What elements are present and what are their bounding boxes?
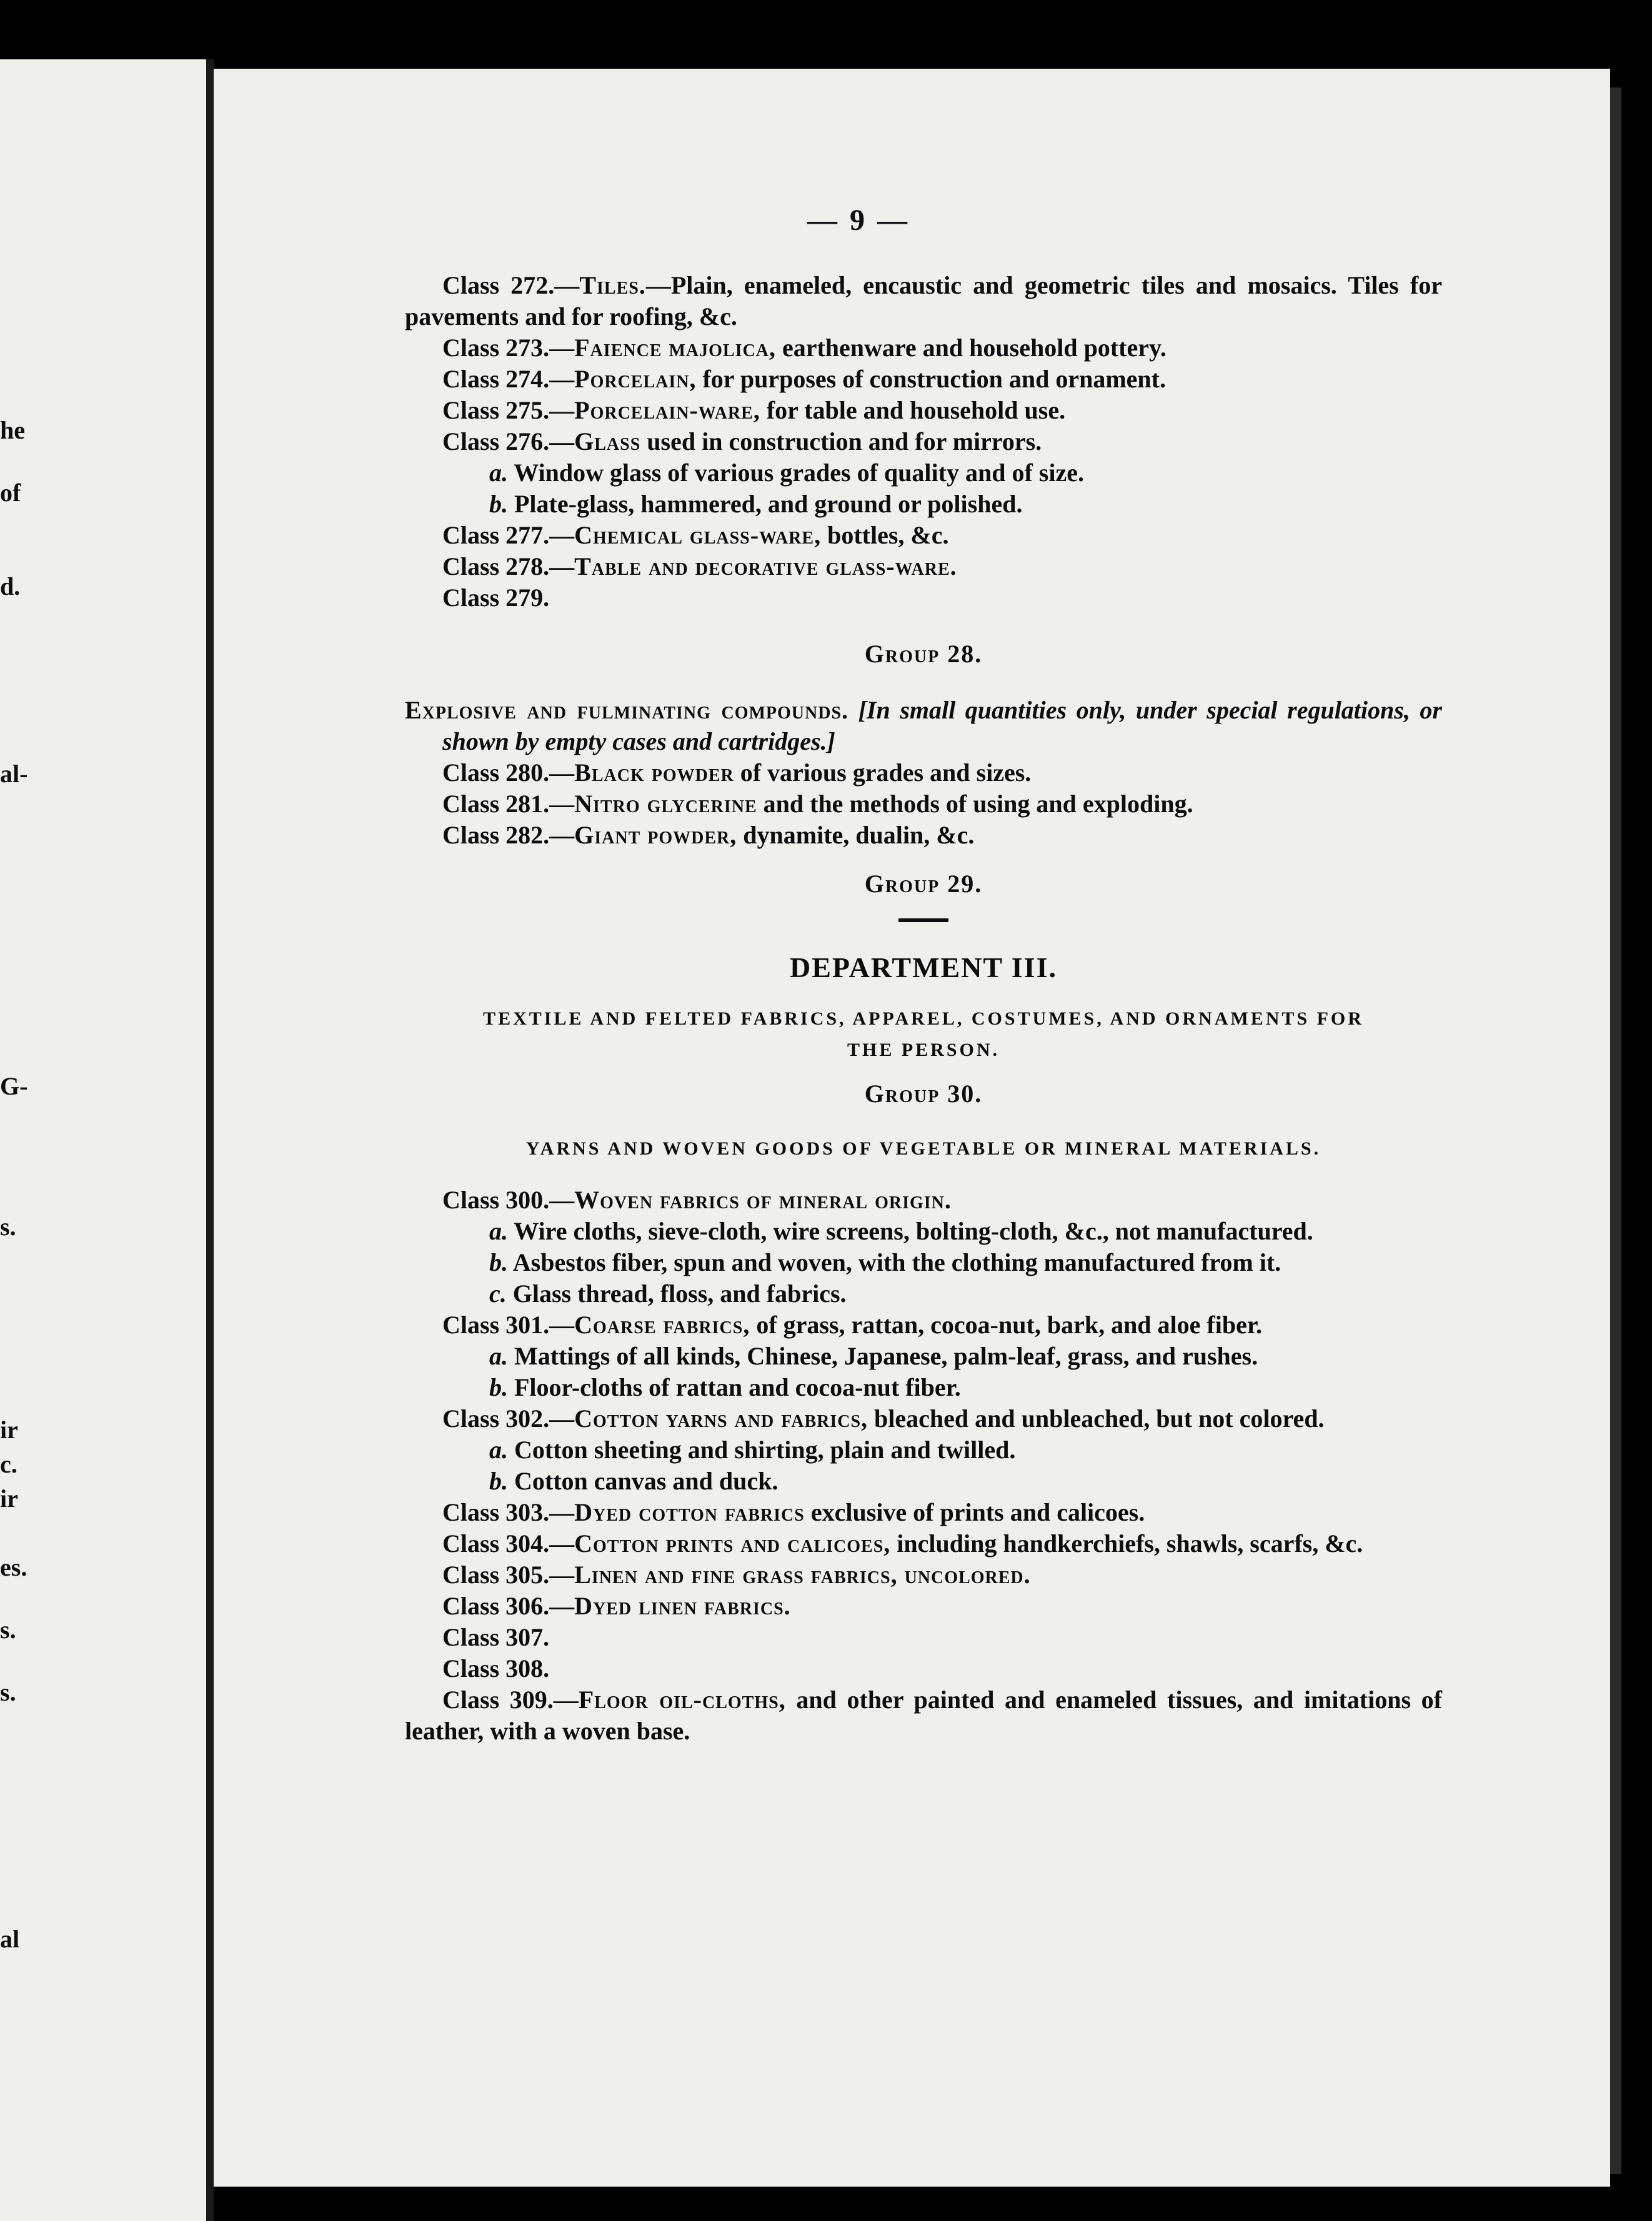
subitem-text: Cotton canvas and duck. — [508, 1467, 779, 1495]
subitem-text: Mattings of all kinds, Chinese, Japanese, palm-leaf, grass, and rushes. — [508, 1342, 1258, 1370]
class-label: Class 282.— — [442, 821, 575, 849]
class-heading: Tiles. — [579, 271, 646, 299]
class-heading: Chemical glass-ware, — [574, 521, 822, 549]
class-description: for table and household use. — [760, 396, 1066, 424]
class-label: Class 309.— — [442, 1686, 579, 1714]
class-label: Class 305.— — [442, 1561, 575, 1589]
facing-page-fragment: G- — [0, 1072, 28, 1100]
class-entry — [405, 364, 1442, 395]
group-heading: Group 30. — [864, 1080, 983, 1108]
subitem-text: Asbestos fiber, spun and woven, with the clothing manufactured from it. — [508, 1248, 1281, 1276]
class-subitem — [405, 1434, 1442, 1466]
class-heading: Giant powder, — [574, 821, 737, 849]
class-label: Class 272.— — [442, 271, 580, 299]
facing-page-fragment: c. — [0, 1450, 17, 1478]
facing-page-fragment: s. — [0, 1616, 16, 1644]
class-description: and other painted and enameled tissues, and imitations of leather, with a woven base. — [405, 1686, 1443, 1745]
class-heading: Cotton yarns and fabrics, — [574, 1404, 868, 1433]
spacer — [405, 1165, 1442, 1185]
page-content — [405, 270, 1442, 1747]
class-description: dynamite, dualin, &c. — [737, 821, 975, 849]
class-label: Class 300.— — [442, 1186, 575, 1214]
class-description: used in construction and for mirrors. — [640, 427, 1042, 455]
class-description: for purposes of construction and ornament. — [696, 365, 1166, 393]
spacer — [405, 900, 1442, 918]
class-entry — [405, 582, 1442, 614]
class-subitem — [405, 1278, 1442, 1309]
class-entry — [405, 1309, 1442, 1341]
class-entry — [405, 1185, 1442, 1216]
class-entry — [405, 757, 1442, 788]
class-label: Class 307. — [442, 1623, 550, 1651]
subitem-text: Plate-glass, hammered, and ground or polished. — [508, 490, 1023, 518]
class-entry — [405, 332, 1442, 364]
class-heading: Table and decorative glass-ware. — [574, 552, 957, 580]
page-number: — 9 — — [807, 204, 910, 237]
class-subitem — [405, 1247, 1442, 1278]
class-subitem — [405, 1466, 1442, 1497]
class-subitem — [405, 489, 1442, 520]
facing-page-fragment: he — [0, 416, 25, 444]
class-entry — [405, 1622, 1442, 1653]
class-description: bleached and unbleached, but not colored. — [868, 1404, 1325, 1433]
class-entry — [405, 395, 1442, 426]
class-label: Class 274.— — [442, 365, 575, 393]
class-subitem — [405, 457, 1442, 489]
class-label: Class 306.— — [442, 1592, 575, 1620]
class-heading: Dyed cotton fabrics — [574, 1498, 805, 1526]
spacer — [405, 1066, 1442, 1078]
class-entry — [405, 551, 1442, 582]
class-entry — [405, 520, 1442, 551]
class-heading: Nitro glycerine — [574, 790, 757, 818]
facing-page-fragment: al- — [0, 760, 28, 788]
class-entry — [405, 1528, 1442, 1559]
book-gutter — [206, 59, 214, 2221]
class-heading: Glass — [574, 427, 641, 455]
subitem-letter: b. — [489, 1467, 508, 1495]
facing-page-fragment: ir — [0, 1416, 18, 1444]
subitem-text: Cotton sheeting and shirting, plain and twilled. — [508, 1436, 1016, 1464]
class-label: Class 308. — [442, 1654, 550, 1682]
class-heading: Dyed linen fabrics. — [574, 1592, 791, 1620]
class-heading: Porcelain-ware, — [574, 396, 760, 424]
class-description: including handkerchiefs, shawls, scarfs, &c. — [890, 1529, 1363, 1558]
facing-page-edge — [0, 59, 209, 2221]
subitem-letter: b. — [489, 490, 508, 518]
facing-page-fragment: al — [0, 1925, 20, 1953]
facing-page-fragment: s. — [0, 1678, 16, 1706]
department-title: DEPARTMENT III. — [790, 952, 1057, 983]
class-description: —Plain, enameled, encaustic and geometric tiles and mosaics. Tiles for pavements and for roofing, &c. — [405, 271, 1442, 330]
class-heading: Coarse fabrics, — [574, 1311, 750, 1339]
subitem-letter: a. — [489, 459, 508, 487]
spacer — [405, 670, 1442, 695]
class-label: Class 273.— — [442, 334, 575, 362]
class-heading: Faience majolica, — [574, 334, 776, 362]
class-heading: Cotton prints and calicoes, — [574, 1529, 891, 1558]
class-heading: Floor oil-cloths, — [578, 1686, 786, 1714]
subitem-letter: b. — [489, 1373, 508, 1401]
class-entry — [405, 1653, 1442, 1684]
department-subtitle: THE PERSON. — [847, 1040, 1000, 1060]
class-description: bottles, &c. — [821, 521, 949, 549]
class-entry — [405, 426, 1442, 457]
class-entry — [405, 1559, 1442, 1591]
class-label: Class 301.— — [442, 1311, 575, 1339]
class-description: earthenware and household pottery. — [775, 334, 1167, 362]
facing-page-fragment: es. — [0, 1553, 27, 1581]
facing-page-fragment: s. — [0, 1213, 16, 1241]
subitem-letter: a. — [489, 1217, 508, 1245]
class-entry — [405, 270, 1442, 332]
class-entry — [405, 1403, 1442, 1434]
group-heading: Group 28. — [864, 640, 983, 668]
class-label: Class 278.— — [442, 552, 575, 580]
subitem-letter: c. — [489, 1279, 507, 1308]
class-label: Class 277.— — [442, 521, 575, 549]
subitem-text: Wire cloths, sieve-cloth, wire screens, bolting-cloth, &c., not manufactured. — [508, 1217, 1313, 1245]
class-entry — [405, 1684, 1442, 1747]
subitem-text: Floor-cloths of rattan and cocoa-nut fiber. — [508, 1373, 961, 1401]
class-subitem — [405, 1216, 1442, 1247]
section-heading: Explosive and fulminating compounds. — [405, 696, 849, 724]
subitem-text: Window glass of various grades of quality and of size. — [508, 459, 1084, 487]
department-subtitle: TEXTILE AND FELTED FABRICS, APPAREL, COSTUMES, AND ORNAMENTS FOR — [483, 1008, 1364, 1029]
subitem-letter: a. — [489, 1436, 508, 1464]
page-edge-shadow — [1610, 87, 1621, 2174]
class-entry — [405, 788, 1442, 820]
class-label: Class 281.— — [442, 790, 575, 818]
class-description: of various grades and sizes. — [734, 758, 1032, 787]
group-heading: Group 29. — [864, 870, 983, 898]
spacer — [405, 922, 1442, 952]
class-subitem — [405, 1341, 1442, 1372]
class-heading: Linen and fine grass fabrics, uncolored. — [574, 1561, 1031, 1589]
class-label: Class 304.— — [442, 1529, 575, 1558]
subitem-letter: a. — [489, 1342, 508, 1370]
facing-page-fragment: of — [0, 479, 21, 507]
spacer — [405, 983, 1442, 1003]
class-description: exclusive of prints and calicoes. — [804, 1498, 1145, 1526]
class-label: Class 280.— — [442, 758, 575, 787]
class-heading: Black powder — [574, 758, 734, 787]
class-label: Class 303.— — [442, 1498, 575, 1526]
class-label: Class 276.— — [442, 427, 575, 455]
class-subitem — [405, 1372, 1442, 1403]
subitem-letter: b. — [489, 1248, 508, 1276]
facing-page-fragment: d. — [0, 572, 21, 600]
spacer — [405, 1110, 1442, 1133]
class-entry — [405, 1497, 1442, 1528]
subitem-text: Glass thread, floss, and fabrics. — [506, 1279, 847, 1308]
spacer — [405, 614, 1442, 638]
facing-page-fragment: ir — [0, 1484, 18, 1513]
class-heading: Porcelain, — [574, 365, 697, 393]
class-description: of grass, rattan, cocoa-nut, bark, and aloe fiber. — [750, 1311, 1262, 1339]
class-label: Class 279. — [442, 584, 550, 612]
class-description: and the methods of using and exploding. — [757, 790, 1193, 818]
group-subtitle: YARNS AND WOVEN GOODS OF VEGETABLE OR MINERAL MATERIALS. — [525, 1138, 1321, 1159]
explosive-section — [405, 695, 1442, 757]
spacer — [405, 851, 1442, 868]
class-label: Class 302.— — [442, 1404, 575, 1433]
class-entry — [405, 1591, 1442, 1622]
class-label: Class 275.— — [442, 396, 575, 424]
class-heading: Woven fabrics of mineral origin. — [574, 1186, 952, 1214]
section-note: [In small quantities only, under special regulations, or shown by empty cases and cartridges.] — [442, 696, 1442, 755]
class-entry — [405, 820, 1442, 851]
